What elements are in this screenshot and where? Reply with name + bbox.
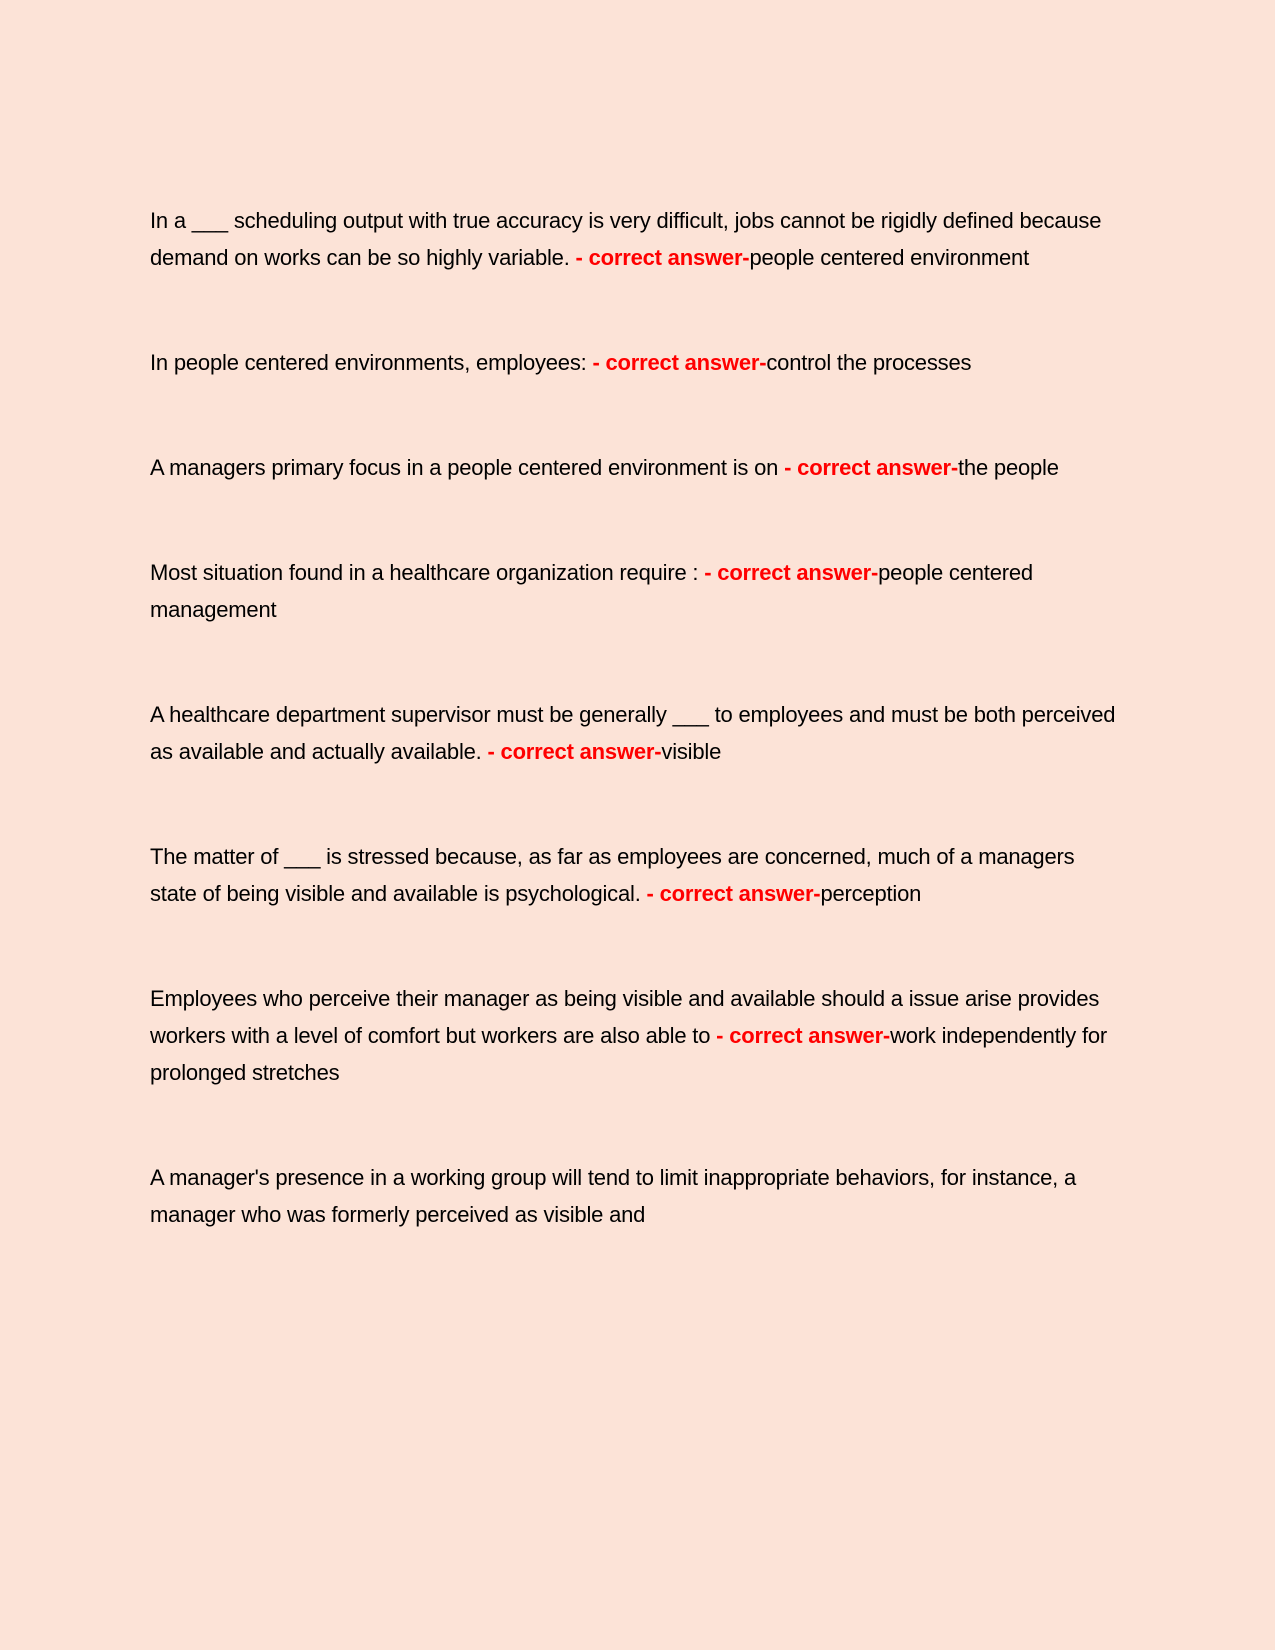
qa-item [150,980,1120,1091]
qa-item [150,696,1120,770]
answer-label: - correct answer- [710,1023,891,1048]
answer-text: perception [820,881,922,906]
question-text: A healthcare department supervisor must be generally ___ to employees and must be both perceived as available and actually available. [150,702,1116,764]
question-text: In people centered environments, employees: [150,350,587,375]
answer-label: - correct answer- [640,881,821,906]
answer-label: - correct answer- [778,455,959,480]
answer-text: the people [958,455,1059,480]
qa-item [150,202,1120,276]
answer-label: - correct answer- [698,560,879,585]
answer-text: control the processes [766,350,972,375]
question-text: The matter of ___ is stressed because, as far as employees are concerned, much of a managers state of being visible and available is psychological. [150,844,1075,906]
qa-item [150,1159,1120,1233]
answer-text: people centered environment [749,245,1030,270]
question-text: Employees who perceive their manager as being visible and available should a issue arise provides workers with a level of comfort but workers are also able to [150,986,1100,1048]
answer-label: - correct answer- [586,350,767,375]
answer-text: work independently for prolonged stretches [150,1023,1108,1085]
answer-text: people centered management [150,560,1033,622]
answer-label: - correct answer- [569,245,750,270]
answer-label: - correct answer- [481,739,662,764]
qa-item [150,449,1120,486]
qa-item [150,344,1120,381]
question-text: A managers primary focus in a people centered environment is on [150,455,779,480]
answer-text: visible [661,739,722,764]
document-page [150,202,1120,1301]
qa-item [150,554,1120,628]
question-text: A manager's presence in a working group will tend to limit inappropriate behaviors, for instance, a manager who was formerly perceived as visible and [150,1165,1077,1227]
question-text: In a ___ scheduling output with true accuracy is very difficult, jobs cannot be rigidly defined because demand on works can be so highly variable. [150,208,1102,270]
qa-item [150,838,1120,912]
question-text: Most situation found in a healthcare organization require : [150,560,699,585]
